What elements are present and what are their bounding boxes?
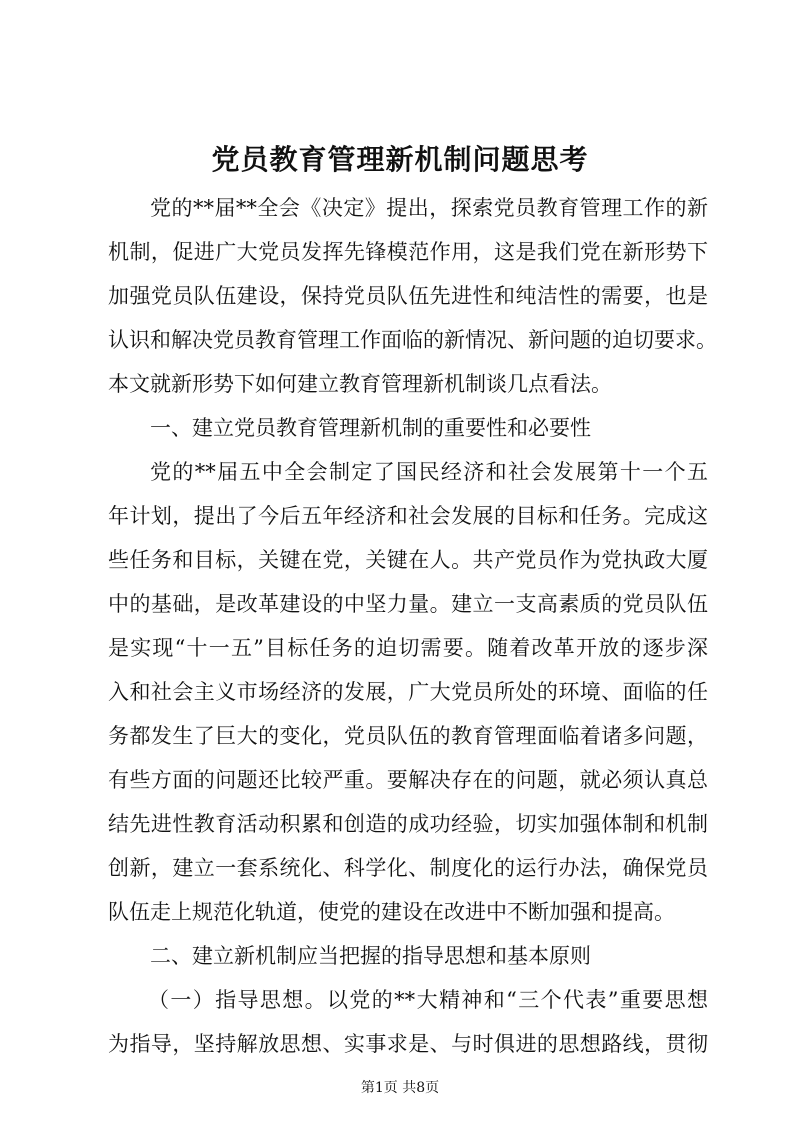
paragraph-line: 创新，建立一套系统化、科学化、制度化的运行办法，确保党员 xyxy=(108,856,708,880)
paragraph-line: 是实现“十一五”目标任务的迫切需要。随着改革开放的逐步深 xyxy=(108,636,708,660)
paragraph-line: 认识和解决党员教育管理工作面临的新情况、新问题的迫切要求。 xyxy=(108,328,717,352)
paragraph-line: 为指导，坚持解放思想、实事求是、与时俱进的思想路线，贯彻 xyxy=(108,1032,708,1056)
paragraph-line: 本文就新形势下如何建立教育管理新机制谈几点看法。 xyxy=(108,372,612,396)
paragraph-line: 队伍走上规范化轨道，使党的建设在改进中不断加强和提高。 xyxy=(108,900,675,924)
paragraph-line: 有些方面的问题还比较严重。要解决存在的问题，就必须认真总 xyxy=(108,768,708,792)
paragraph-line: 年计划，提出了今后五年经济和社会发展的目标和任务。完成这 xyxy=(108,504,708,528)
paragraph-line: 中的基础，是改革建设的中坚力量。建立一支高素质的党员队伍 xyxy=(108,592,708,616)
paragraph-line: （一）指导思想。以党的**大精神和“三个代表”重要思想 xyxy=(148,988,708,1012)
paragraph-line: 结先进性教育活动积累和创造的成功经验，切实加强体制和机制 xyxy=(108,812,708,836)
page-footer: 第1页 共8页 xyxy=(360,1080,440,1096)
paragraph-line: 务都发生了巨大的变化，党员队伍的教育管理面临着诸多问题， xyxy=(108,724,708,748)
paragraph-line: 机制，促进广大党员发挥先锋模范作用，这是我们党在新形势下 xyxy=(108,240,708,264)
section-heading: 一、建立党员教育管理新机制的重要性和必要性 xyxy=(150,416,591,440)
paragraph-line: 党的**届五中全会制定了国民经济和社会发展第十一个五 xyxy=(150,460,708,484)
section-heading: 二、建立新机制应当把握的指导思想和基本原则 xyxy=(150,944,591,968)
paragraph-line: 入和社会主义市场经济的发展，广大党员所处的环境、面临的任 xyxy=(108,680,708,704)
paragraph-line: 党的**届**全会《决定》提出，探索党员教育管理工作的新 xyxy=(150,196,708,220)
paragraph-line: 些任务和目标，关键在党，关键在人。共产党员作为党执政大厦 xyxy=(108,548,708,572)
paragraph-line: 加强党员队伍建设，保持党员队伍先进性和纯洁性的需要，也是 xyxy=(108,284,708,308)
document-title: 党员教育管理新机制问题思考 xyxy=(211,143,589,176)
document-body xyxy=(108,186,717,1066)
